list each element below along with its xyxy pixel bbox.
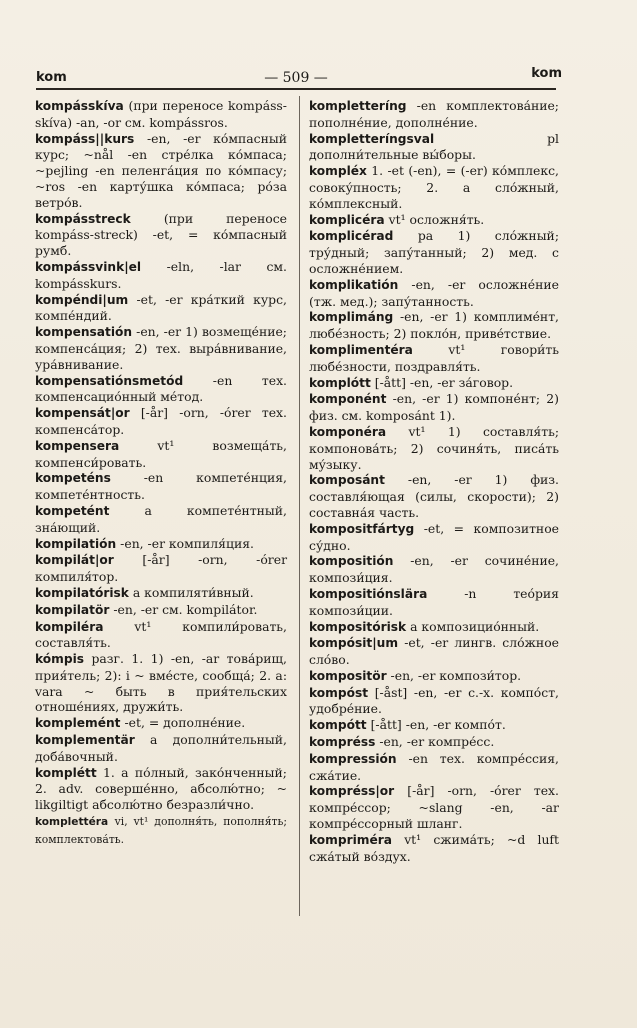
entry-definition: vt¹ компили́ровать, составля́ть. (35, 618, 287, 651)
dictionary-entry (309, 375, 559, 392)
entry-headword: kómpis (35, 652, 85, 667)
dictionary-entry (35, 405, 287, 438)
page-number: — 509 — (264, 70, 328, 86)
entry-headword: kompensera (35, 438, 120, 453)
entry-headword: kompássvink|el (35, 259, 142, 274)
entry-headword: komponéra (309, 424, 387, 439)
entry-headword: komplimáng (309, 310, 394, 325)
dictionary-entry (309, 521, 559, 554)
entry-headword: kompensatiónsmetód (35, 373, 184, 388)
entry-headword: kompositiónslära (309, 586, 428, 601)
entry-headword: kompásstreck (35, 211, 131, 226)
entry-headword: kompilatórisk (35, 585, 129, 600)
entry-definition: -en комплектова́ние; пополне́ние, дополне́ние. (309, 98, 559, 130)
entry-definition: -en, -er сочине́ние, компози́ция. (309, 553, 559, 586)
entry-definition: -en, -er 1) компоне́нт; 2) физ. см. komposánt 1). (309, 391, 559, 424)
entry-definition: [-ått] -en, -er за́говор. (374, 374, 514, 390)
entry-definition: (при переносе kompáss-streck) -et, = ко́мпасный румб. (35, 210, 287, 259)
entry-headword: kompáss||kurs (35, 131, 135, 146)
entry-definition: vt¹ сжима́ть; ~d luft сжа́тый во́здух. (309, 831, 559, 864)
dictionary-entry (309, 277, 559, 310)
entry-headword: komplótt (309, 375, 371, 390)
entry-headword: kompéndi|um (35, 292, 129, 307)
entry-definition: -eln, -lar см. kompásskurs. (35, 258, 287, 291)
dictionary-entry (309, 309, 559, 342)
entry-headword: komplemént (35, 716, 121, 731)
entry-headword: kompilatión (35, 536, 117, 551)
dictionary-entry (309, 163, 559, 211)
entry-definition: [-år] -orn, -órer тех. компенса́тор. (35, 405, 287, 437)
entry-headword: kompléx (309, 164, 367, 179)
entry-definition: (при переносе kompáss-skíva) -an, -or см. kompássros. (35, 98, 287, 130)
entry-headword: kompositfártyg (309, 521, 415, 536)
entry-definition: vt¹ возмеща́ть, компенси́ровать. (35, 437, 287, 470)
entry-definition: [-år] -orn, -órer тех. компре́ссор; ~slang -en, -ar компре́ссорный шланг. (309, 783, 559, 832)
entry-headword: kompletteríng (309, 99, 407, 113)
entry-headword: kompletteríngsval (309, 131, 435, 146)
dictionary-entry (309, 228, 559, 276)
entry-definition: [-åst] -en, -er с.-х. компо́ст, удобре́ние. (309, 684, 559, 717)
dictionary-entry (35, 373, 287, 406)
entry-definition: -en, -er компози́тор. (390, 667, 522, 683)
entry-headword: kompensát|or (35, 406, 130, 421)
left-column (35, 98, 287, 848)
column-divider (299, 96, 300, 916)
dictionary-entry (35, 438, 287, 471)
entry-headword: komponént (309, 392, 387, 407)
right-column (309, 98, 559, 864)
entry-definition: vi, vt¹ дополня́ть, пополня́ть; комплектова́ть. (35, 815, 287, 846)
dictionary-entry (309, 832, 559, 865)
dictionary-entry (309, 635, 559, 668)
dictionary-entry (309, 685, 559, 718)
entry-definition: a компете́нтный, зна́ющий. (35, 502, 287, 535)
entry-definition: vt¹ осложня́ть. (388, 211, 485, 227)
header-left-guide-word: kom (36, 70, 67, 85)
dictionary-entry (35, 259, 287, 292)
entry-definition: -en, -er компиля́ция. (120, 535, 254, 551)
entry-definition: vt¹ говори́ть любе́зности, поздравля́ть. (309, 341, 559, 374)
entry-headword: kompensatión (35, 325, 133, 340)
dictionary-entry (309, 212, 559, 229)
entry-headword: kompóst (309, 685, 369, 700)
entry-definition: 1. a по́лный, зако́нченный; 2. adv. соверше́нно, абсолю́тно; ~ likgiltigt абсолю́тно безразли́чно. (35, 764, 287, 813)
entry-definition: a компиляти́вный. (132, 584, 254, 600)
entry-definition: -en, -er 1) комплиме́нт, любе́зность; 2) покло́н, приве́тствие. (309, 309, 559, 342)
entry-definition: -et, = дополне́ние. (124, 715, 246, 731)
dictionary-entry (35, 602, 287, 619)
dictionary-entry (35, 536, 287, 553)
entry-headword: komplicérad (309, 229, 394, 244)
entry-headword: komplementär (35, 733, 135, 748)
entry-definition: -en, -er 1) физ. составля́ющая (силы, скорости); 2) составна́я часть. (309, 472, 559, 520)
dictionary-entry (35, 98, 287, 131)
entry-definition: -et, -er кра́ткий курс, компе́ндий. (35, 291, 287, 324)
dictionary-entry (309, 472, 559, 520)
dictionary-entry (309, 783, 559, 831)
dictionary-entry (35, 552, 287, 585)
dictionary-entry (309, 131, 559, 164)
dictionary-entry (309, 734, 559, 751)
entry-headword: komplétt (35, 765, 97, 780)
entry-definition: pa 1) сло́жный; тру́дный; запу́танный; 2) мед. с осложне́нием. (309, 228, 559, 276)
entry-headword: komplikatión (309, 277, 399, 292)
dictionary-entry (309, 424, 559, 472)
entry-definition: -et, -er лингв. сло́жное сло́во. (309, 635, 559, 668)
entry-definition: [-år] -orn, -órer компиля́тор. (35, 552, 287, 585)
dictionary-entry (35, 732, 287, 765)
entry-definition: vt¹ 1) составля́ть; компонова́ть; 2) сочиня́ть, писа́ть му́зыку. (309, 423, 559, 472)
dictionary-entry (35, 715, 287, 732)
entry-headword: kompiléra (35, 619, 104, 634)
dictionary-entry (35, 131, 287, 211)
dictionary-entry (309, 717, 559, 734)
dictionary-entry (35, 324, 287, 372)
dictionary-entry (309, 342, 559, 375)
entry-headword: komplimentéra (309, 342, 413, 357)
entry-definition: -en, -er 1) возмеще́ние; компенса́ция; 2) тех. выра́внивание, ура́внивание. (35, 324, 287, 372)
entry-headword: komplettéra (35, 816, 109, 829)
entry-definition: -en тех. компре́ссия, сжа́тие. (309, 750, 559, 783)
entry-headword: kompréss (309, 735, 376, 750)
header-right-guide-word: kom (531, 66, 562, 81)
entry-definition: -en тех. компенсацио́нный ме́тод. (35, 372, 287, 405)
entry-headword: kompilatör (35, 602, 110, 617)
entry-definition: -en компете́нция, компете́нтность. (35, 470, 287, 503)
dictionary-entry (35, 211, 287, 259)
entry-definition: -en, -er ко́мпасный курс; ~nål -en стре́лка ко́мпаса; ~pejling -en пеленга́ция по ко́мпасу; ~ros -en карту́шка ко́мпаса; ро́за ветро́в. (35, 130, 287, 210)
entry-definition: -en, -er осложне́ние (тж. мед.); запу́танность. (309, 276, 559, 309)
dictionary-entry (35, 470, 287, 503)
dictionary-entry (309, 391, 559, 424)
dictionary-entry (309, 553, 559, 586)
entry-headword: kompilát|or (35, 553, 114, 568)
dictionary-entry (35, 292, 287, 325)
dictionary-entry (309, 619, 559, 636)
entry-headword: komposánt (309, 473, 385, 488)
entry-headword: kompositórisk (309, 619, 407, 634)
entry-headword: kompositör (309, 668, 387, 683)
entry-headword: kompositión (309, 554, 394, 569)
dictionary-entry (309, 668, 559, 685)
dictionary-entry (309, 586, 559, 619)
dictionary-entry (35, 503, 287, 536)
header-rule (36, 88, 556, 90)
entry-definition: -et, = композитное су́дно. (309, 520, 559, 553)
dictionary-entry (35, 651, 287, 715)
entry-headword: kompressión (309, 751, 397, 766)
dictionary-entry (35, 813, 287, 848)
page-header (36, 64, 562, 86)
entry-headword: kompeténs (35, 471, 111, 486)
entry-definition: pl дополни́тельные вы́боры. (309, 130, 559, 163)
entry-definition: [-ått] -en, -er компо́т. (370, 717, 506, 733)
entry-definition: a дополни́тельный, доба́вочный. (35, 732, 287, 764)
entry-definition: -en, -er компре́сс. (379, 734, 495, 750)
entry-definition: -n тео́рия компози́ции. (309, 585, 559, 618)
entry-definition: a композицио́нный. (410, 618, 540, 634)
entry-headword: kompásskíva (35, 99, 124, 113)
entry-headword: kompréss|or (309, 784, 395, 799)
entry-headword: komplicéra (309, 212, 385, 227)
dictionary-entry (309, 751, 559, 784)
entry-definition: -en, -er см. kompilátor. (113, 601, 258, 617)
dictionary-entry (35, 619, 287, 652)
entry-definition: разг. 1. 1) -en, -ar това́рищ, прия́тель; 2): i ~ вме́сте, сообща́; 2. a: vara ~ быть в прия́тельских отноше́ниях, дружи́ть. (35, 651, 287, 715)
entry-headword: kompósit|um (309, 636, 399, 651)
entry-definition: 1. -et (-en), = (-er) ко́мплекс, совоку́пность; 2. a сло́жный, ко́мплексный. (309, 163, 559, 211)
entry-headword: kompetént (35, 503, 110, 518)
dictionary-entry (35, 585, 287, 602)
entry-headword: kompriméra (309, 832, 392, 847)
dictionary-entry (309, 98, 559, 131)
dictionary-entry (35, 765, 287, 813)
entry-headword: kompótt (309, 718, 367, 733)
